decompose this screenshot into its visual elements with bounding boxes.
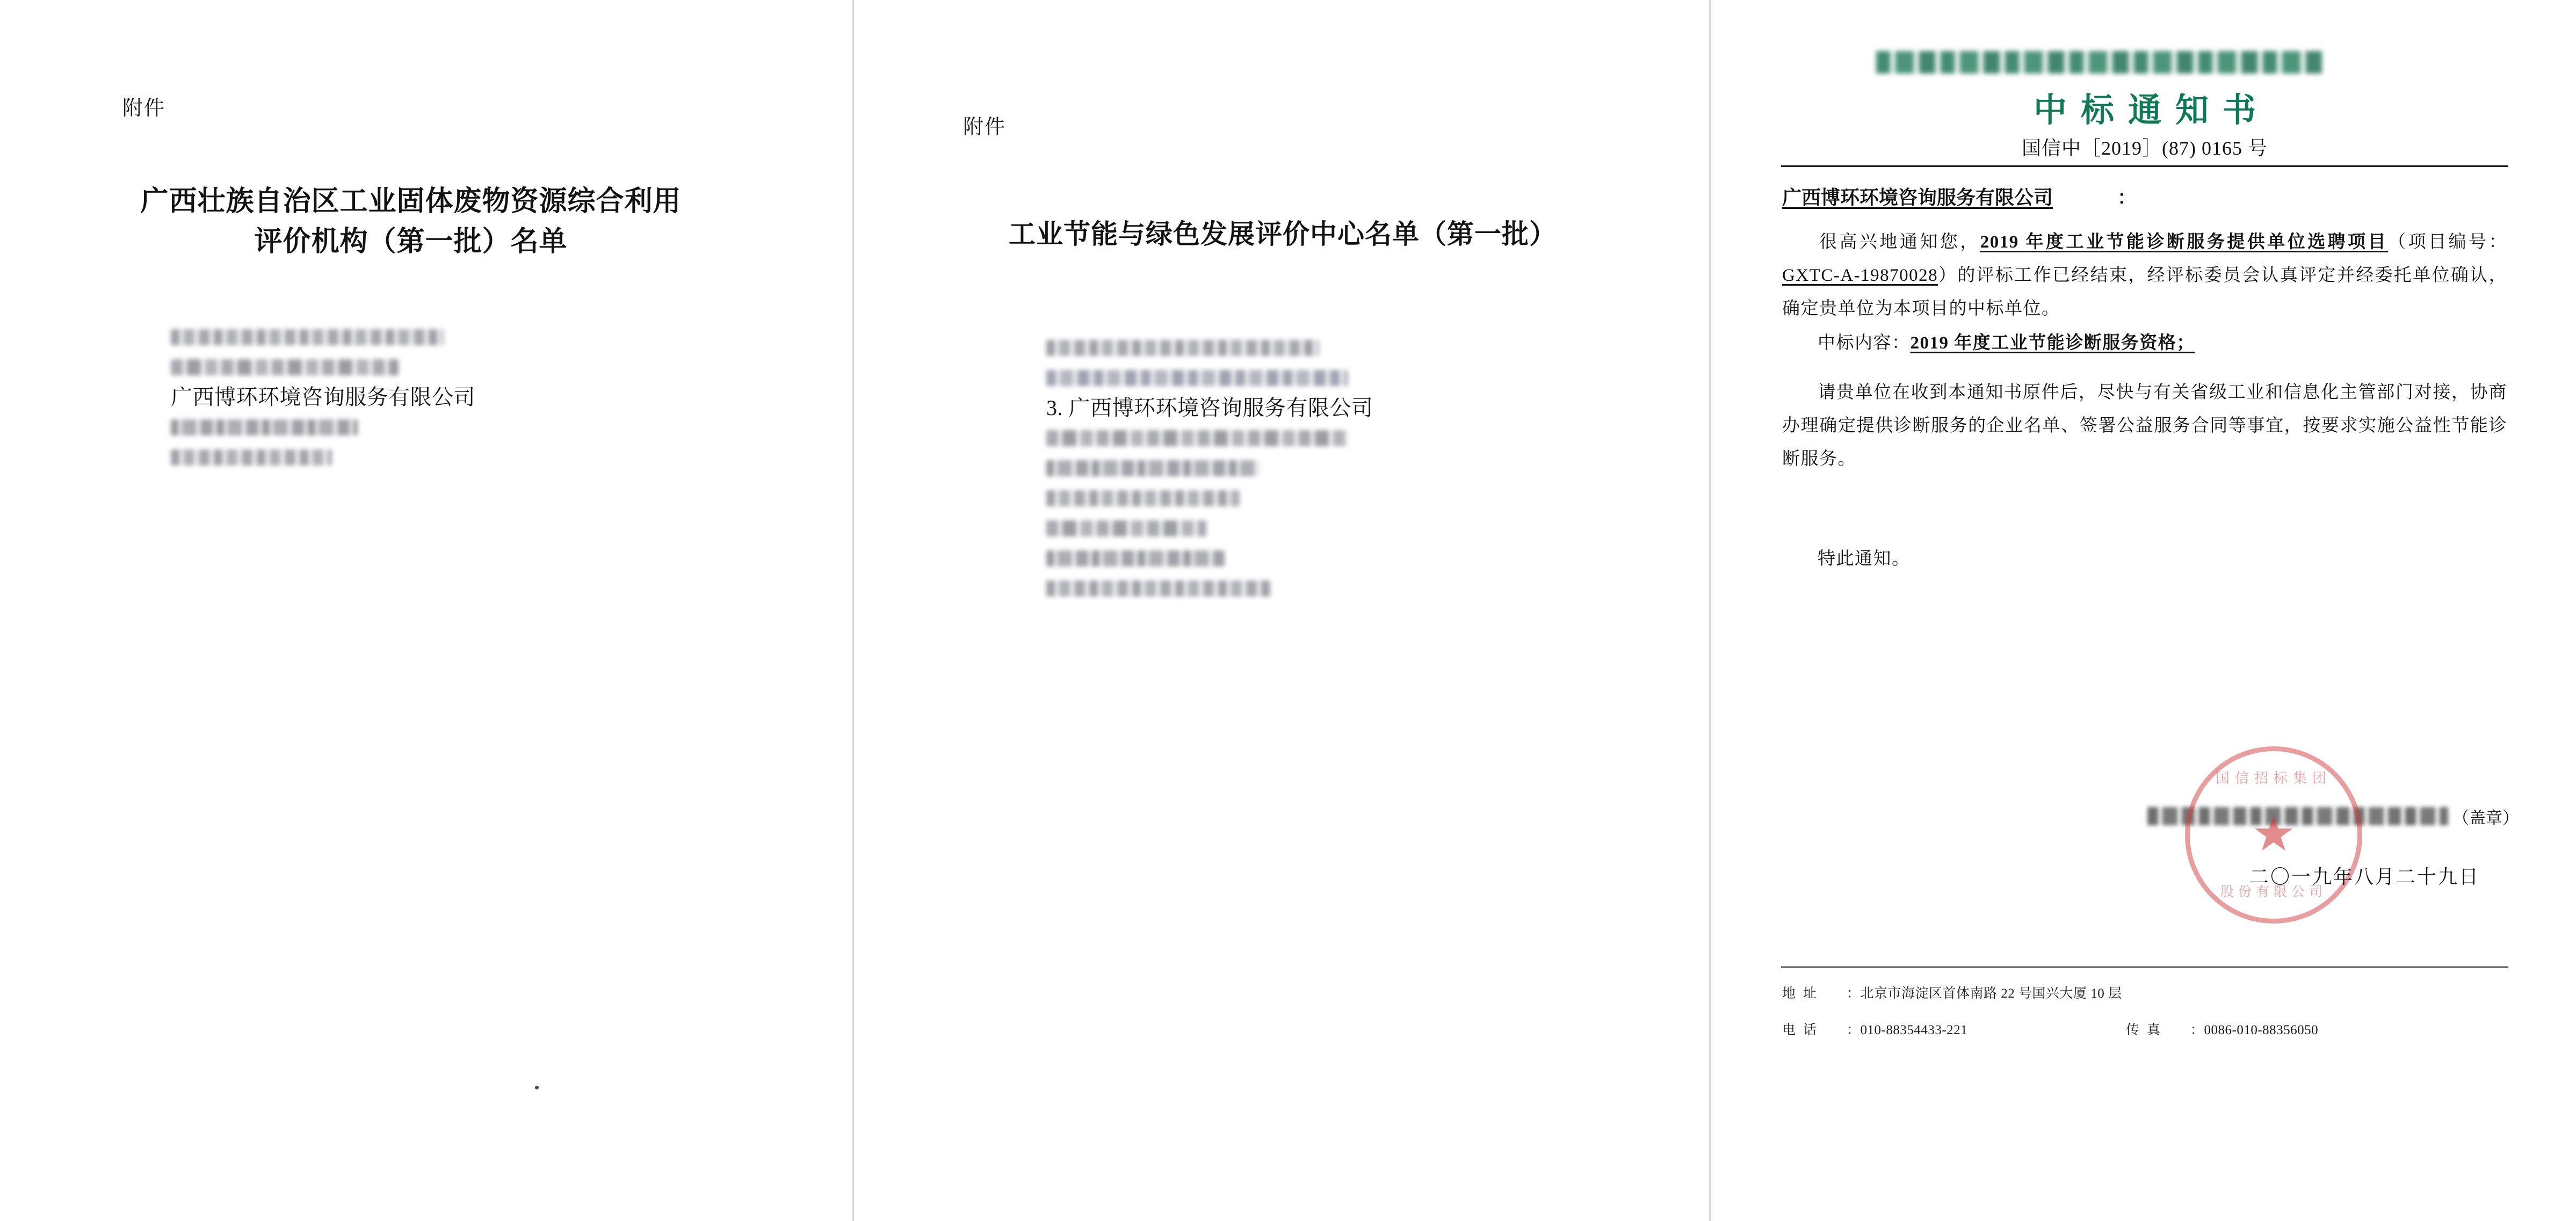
paragraph-1-pre: 很高兴地通知您， xyxy=(1818,232,1980,252)
seal-bottom-text: 股份有限公司 xyxy=(2220,885,2327,899)
list-item xyxy=(171,352,475,382)
redacted-text xyxy=(1046,580,1272,597)
page-title-1-line-1: 广西壮族自治区工业固体废物资源综合利用 xyxy=(140,186,682,217)
list-item xyxy=(1046,453,1373,483)
org-name-highlighted: 广西博环环境咨询服务有限公司 xyxy=(171,385,475,409)
redacted-text xyxy=(171,329,444,345)
footer-address-value: 北京市海淀区首体南路 22 号国兴大厦 10 层 xyxy=(1860,986,2122,1001)
official-seal-stamp xyxy=(2185,746,2362,924)
award-notice xyxy=(1777,0,2519,1221)
document-page-1 xyxy=(0,0,854,1221)
list-item xyxy=(1046,333,1373,363)
page-title-1 xyxy=(102,181,720,263)
list-item xyxy=(1046,423,1373,453)
footer-phone-label: 电话 xyxy=(1782,1023,1825,1037)
list-item xyxy=(1046,543,1373,573)
ink-speck xyxy=(535,1086,539,1089)
footer-phone-value: 010-88354433-221 xyxy=(1860,1023,1968,1037)
list-item xyxy=(171,322,475,352)
paragraph-4 xyxy=(1782,542,2507,576)
seal-top-text: 国信招标集团 xyxy=(2215,771,2332,786)
addressee-colon: ： xyxy=(2117,187,2137,208)
footer-fax: 传真 ：0086-010-88356050 xyxy=(2126,1019,2318,1038)
attachment-label-1: 附件 xyxy=(122,97,166,120)
paragraph-3 xyxy=(1782,376,2507,476)
paragraph-1-project-name: 2019 年度工业节能诊断服务提供单位选聘项目 xyxy=(1980,232,2389,252)
paragraph-1-project-code: GXTC-A-19870028 xyxy=(1782,266,1938,285)
footer-fax-label: 传真 xyxy=(2126,1023,2168,1037)
footer-phone: 电话 ：010-88354433-221 xyxy=(1782,1019,1967,1038)
issuer-name-redacted xyxy=(1876,51,2322,74)
list-item xyxy=(1046,363,1373,393)
footer-address-label: 地址 xyxy=(1782,986,1825,1001)
list-item xyxy=(1046,513,1373,543)
redacted-text xyxy=(1046,550,1225,566)
redacted-text xyxy=(171,359,399,375)
list-item xyxy=(1046,573,1373,604)
redacted-text xyxy=(1046,430,1348,446)
redacted-text xyxy=(1046,370,1348,386)
page-title-1-line-2: 评价机构（第一批）名单 xyxy=(254,227,568,258)
footer-fax-value: 0086-010-88356050 xyxy=(2204,1023,2319,1037)
org-list-2 xyxy=(1046,333,1373,604)
paragraph-1-post: ）的评标工作已经结束，经评标委员会认真评定并经委托单位确认，确定贵单位为本项目的中标单位。 xyxy=(1782,266,2507,318)
divider-top xyxy=(1781,165,2508,167)
seal-star-icon: ★ xyxy=(2251,806,2296,862)
notice-title: 中标通知书 xyxy=(2033,92,2270,129)
list-item xyxy=(171,442,475,473)
addressee-name: 广西博环环境咨询服务有限公司 xyxy=(1782,187,2053,208)
document-page-3 xyxy=(1712,0,2576,1221)
list-item xyxy=(1046,393,1373,423)
redacted-text xyxy=(1046,340,1319,356)
redacted-text xyxy=(171,449,332,466)
seal-note: （盖章） xyxy=(2452,809,2519,827)
list-item xyxy=(171,382,475,412)
paragraph-4-text: 特此通知。 xyxy=(1818,549,1911,569)
paragraph-1 xyxy=(1782,226,2507,325)
redacted-text xyxy=(1046,490,1240,506)
redacted-text xyxy=(171,419,358,435)
paragraph-2-content: 2019 年度工业节能诊断服务资格； xyxy=(1910,333,2195,353)
org-name-highlighted: 3. 广西博环环境咨询服务有限公司 xyxy=(1046,396,1373,420)
list-item xyxy=(171,412,475,442)
attachment-label-2: 附件 xyxy=(963,116,1007,139)
org-list-1 xyxy=(171,322,475,473)
notice-document-number: 国信中［2019］(87) 0165 号 xyxy=(2022,137,2268,159)
paragraph-1-mid: （项目编号： xyxy=(2388,232,2508,252)
redacted-text xyxy=(1046,520,1206,536)
paragraph-2 xyxy=(1782,326,2507,360)
list-item xyxy=(1046,483,1373,513)
page-title-2: 工业节能与绿色发展评价中心名单（第一批） xyxy=(1009,219,1557,249)
paragraph-2-label: 中标内容： xyxy=(1818,333,1911,353)
redacted-text xyxy=(1046,460,1259,476)
signature-date: 二〇一九年八月二十九日 xyxy=(2249,866,2480,888)
divider-bottom xyxy=(1781,966,2508,968)
paragraph-3-text: 请贵单位在收到本通知书原件后，尽快与有关省级工业和信息化主管部门对接，协商办理确定提供诊断服务的企业名单、签署公益服务合同等事宜，按要求实施公益性节能诊断服务。 xyxy=(1782,383,2507,469)
footer-address: 地址 ：北京市海淀区首体南路 22 号国兴大厦 10 层 xyxy=(1782,983,2122,1002)
document-page-2 xyxy=(856,0,1711,1221)
